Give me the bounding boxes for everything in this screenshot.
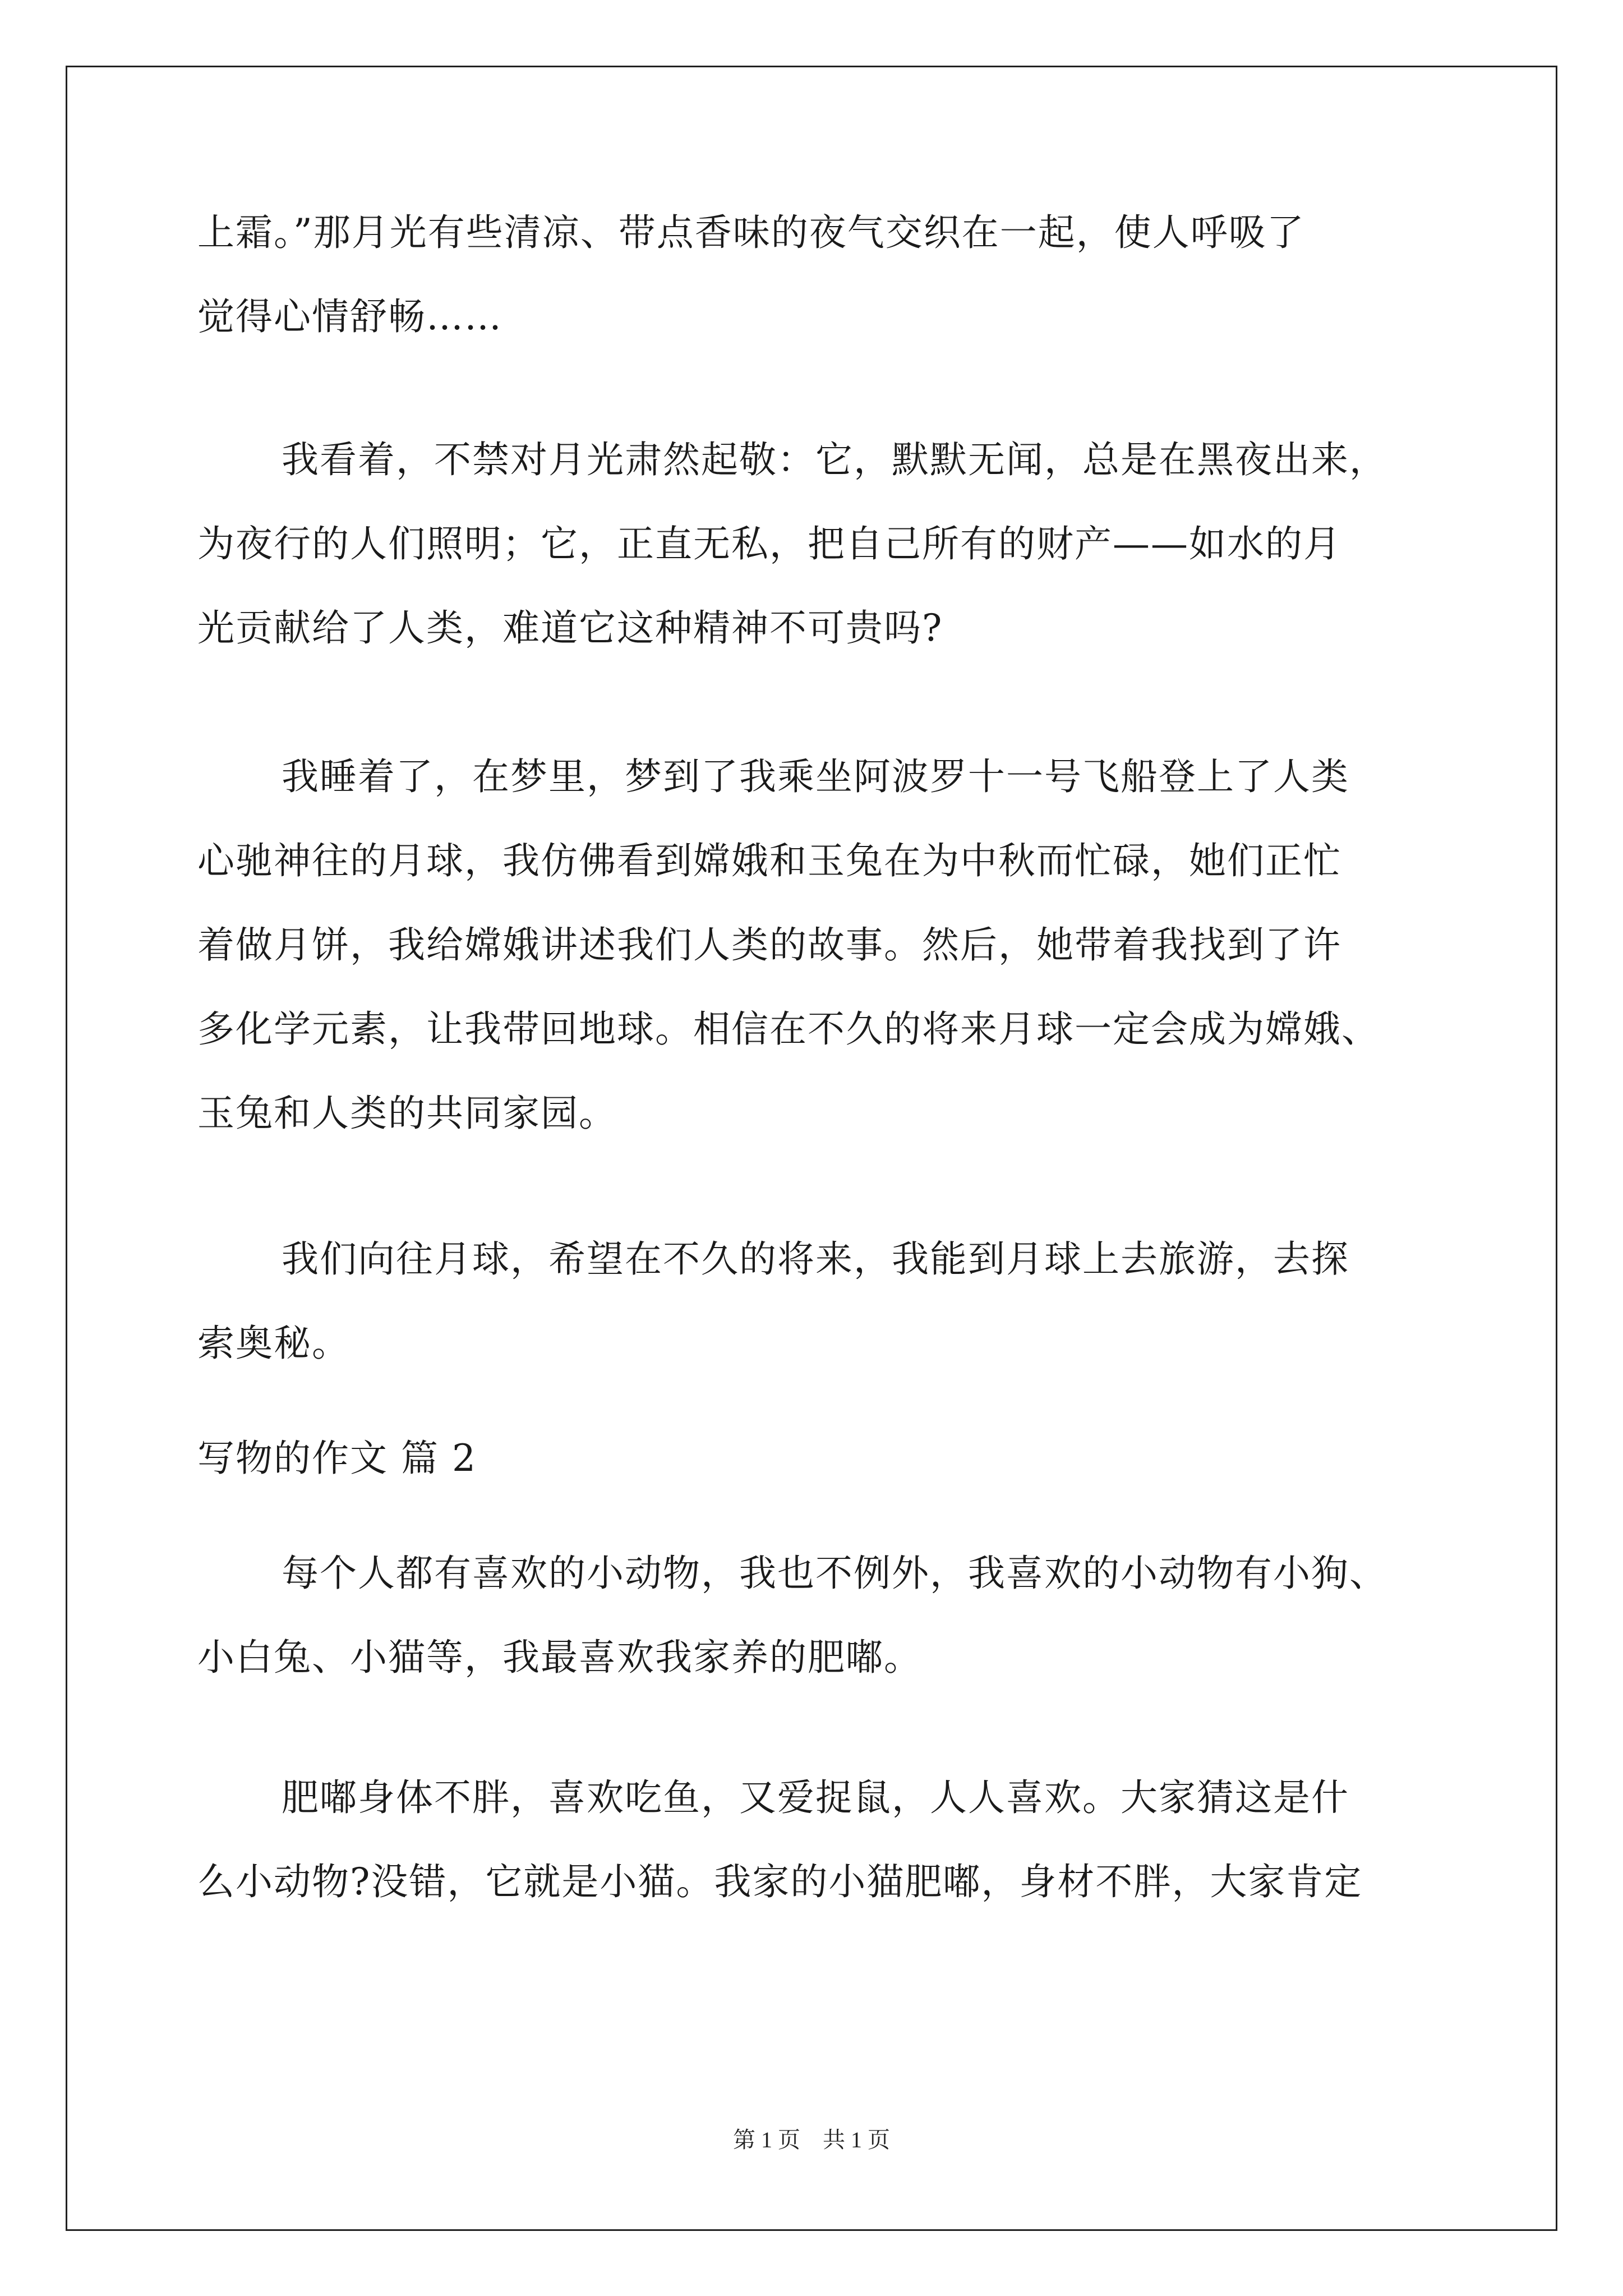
- text-line: 索奥秘。: [197, 1322, 350, 1365]
- text-line: 觉得心情舒畅……: [197, 295, 502, 338]
- text-line: 着做月饼，我给嫦娥讲述我们人类的故事。然后，她带着我找到了许: [197, 923, 1341, 967]
- text-line: 我睡着了，在梦里，梦到了我乘坐阿波罗十一号飞船登上了人类: [282, 755, 1349, 798]
- text-line: 肥嘟身体不胖，喜欢吃鱼，又爱捉鼠，人人喜欢。大家猜这是什: [282, 1776, 1349, 1819]
- section-heading: 写物的作文 篇 2: [197, 1437, 477, 1480]
- page-number: 第 1 页 共 1 页: [733, 2127, 890, 2152]
- text-line: 小白兔、小猫等，我最喜欢我家养的肥嘟。: [197, 1636, 922, 1679]
- text-line: 我看着，不禁对月光肃然起敬：它，默默无闻，总是在黑夜出来，: [282, 438, 1387, 481]
- text-line: 上霜。”那月光有些清凉、带点香味的夜气交织在一起，使人呼吸了: [197, 211, 1305, 254]
- text-line: 么小动物?没错，它就是小猫。我家的小猫肥嘟，身材不胖，大家肯定: [197, 1860, 1363, 1903]
- text-line: 每个人都有喜欢的小动物，我也不例外，我喜欢的小动物有小狗、: [282, 1552, 1387, 1595]
- text-line: 为夜行的人们照明；它，正直无私，把自己所有的财产——如水的月: [197, 522, 1341, 565]
- text-line: 我们向往月球，希望在不久的将来，我能到月球上去旅游，去探: [282, 1237, 1349, 1281]
- text-line: 多化学元素，让我带回地球。相信在不久的将来月球一定会成为嫦娥、: [197, 1007, 1380, 1051]
- text-line: 玉兔和人类的共同家园。: [197, 1092, 617, 1135]
- text-line: 光贡献给了人类，难道它这种精神不可贵吗?: [197, 606, 943, 650]
- text-line: 心驰神往的月球，我仿佛看到嫦娥和玉兔在为中秋而忙碌，她们正忙: [197, 839, 1341, 882]
